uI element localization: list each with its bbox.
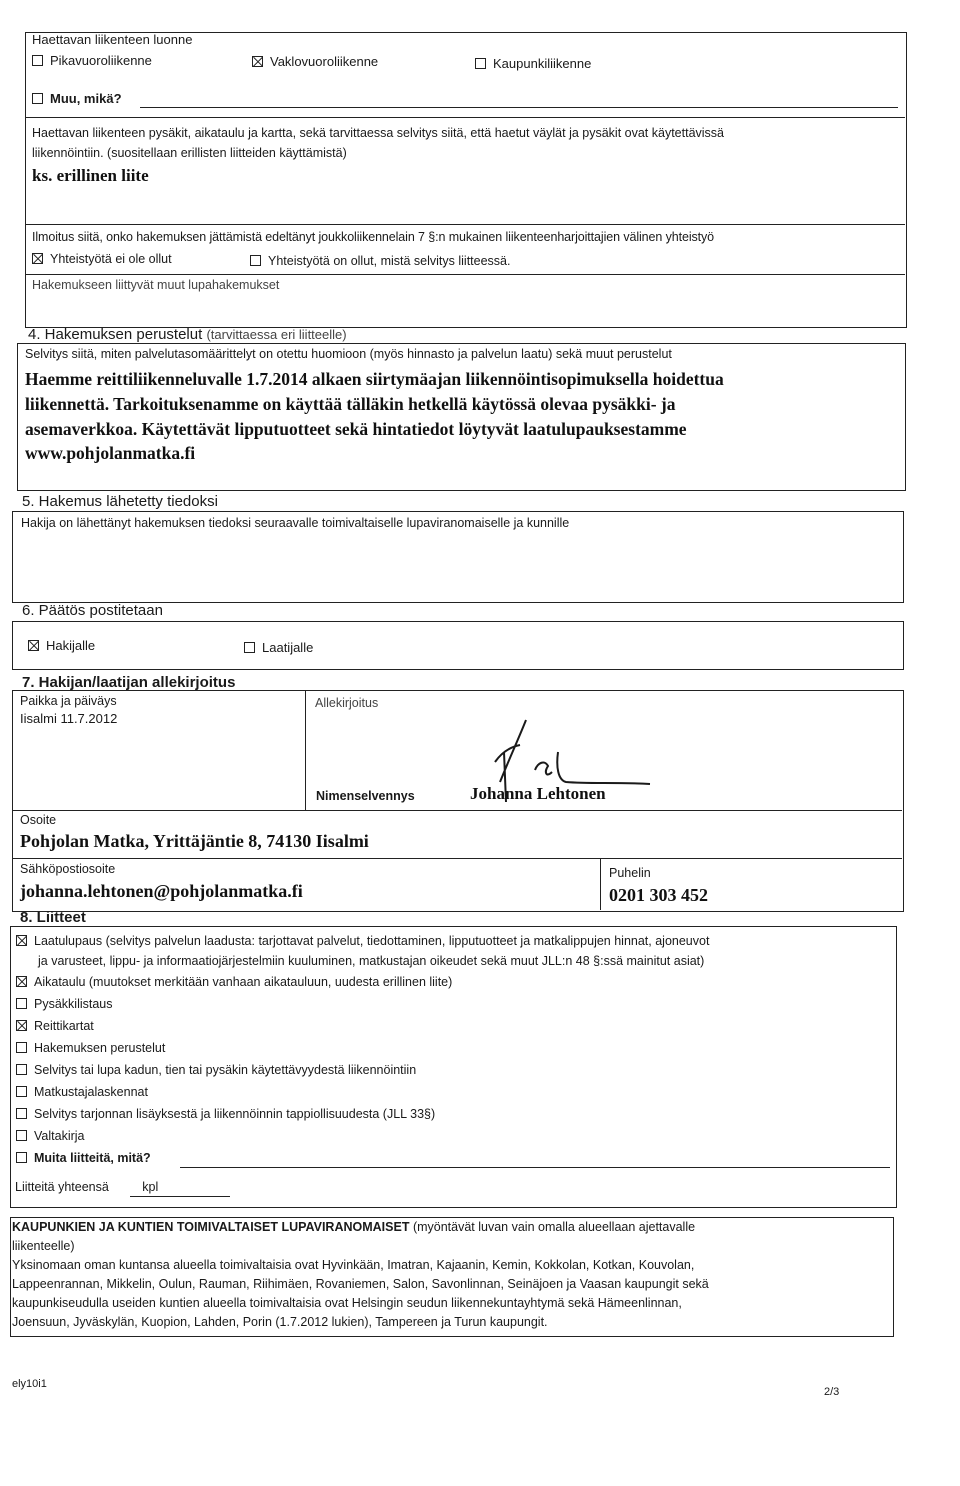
signature-label: Allekirjoitus bbox=[315, 696, 379, 710]
authorities-heading-note-2: liikenteelle) bbox=[12, 1239, 75, 1253]
checkbox-checked-icon[interactable] bbox=[16, 976, 27, 987]
place-date-label: Paikka ja päiväys bbox=[20, 694, 117, 708]
authorities-line-1: Yksinomaan oman kuntansa alueella toimivaltaisia ovat Hyvinkään, Imatran, Kajaanin, Kemin, Kokkolan, Kotkan, Kouvolan, bbox=[12, 1258, 695, 1272]
attachment-item[interactable] bbox=[16, 975, 452, 989]
page-number: 2/3 bbox=[824, 1386, 840, 1398]
section-4-heading: 4. Hakemuksen perustelut (tarvittaessa eri liitteelle) bbox=[28, 326, 347, 343]
form-code: ely10i1 bbox=[12, 1378, 47, 1390]
checkbox-checked-icon[interactable] bbox=[32, 253, 43, 264]
divider bbox=[305, 690, 306, 810]
attachment-label: Selvitys tarjonnan lisäyksestä ja liikennöinnin tappiollisuudesta (JLL 33§) bbox=[34, 1107, 436, 1121]
attachment-item[interactable] bbox=[16, 1063, 416, 1077]
name-clarification-label: Nimenselvennys bbox=[316, 789, 415, 803]
section-6-box bbox=[12, 621, 904, 670]
authorities-line-3: kaupunkiseudulla useiden kuntien alueella toimivaltaisia ovat Helsingin seudun liikennekuntayhtymä sekä Hämeenlinnan, bbox=[12, 1296, 682, 1310]
attachments-total: Liitteitä yhteensä kpl bbox=[15, 1180, 159, 1194]
checkbox-icon[interactable] bbox=[16, 998, 27, 1009]
divider bbox=[25, 274, 905, 275]
attachment-item[interactable] bbox=[16, 1085, 148, 1099]
stops-value: ks. erillinen liite bbox=[32, 166, 149, 185]
option-pikavuoro[interactable]: Pikavuoroliikenne bbox=[32, 53, 152, 68]
divider bbox=[12, 810, 902, 811]
attachment-item[interactable] bbox=[16, 997, 113, 1011]
mail-to-preparer-option[interactable]: Laatijalle bbox=[244, 640, 313, 655]
checkbox-icon[interactable] bbox=[475, 58, 486, 69]
checkbox-icon[interactable] bbox=[16, 1064, 27, 1075]
checkbox-icon[interactable] bbox=[16, 1130, 27, 1141]
divider bbox=[25, 117, 905, 118]
authorities-line-2: Lappeenrannan, Mikkelin, Oulun, Rauman, Riihimäen, Rovaniemen, Salon, Savonlinnan, Seinäjoen ja Vaasan kaupungit sekä bbox=[12, 1277, 709, 1291]
coop-text: Ilmoitus siitä, onko hakemuksen jättämistä edeltänyt joukkoliikennelain 7 §:n mukainen liikenteenharjoittajien välinen yhteistyö bbox=[32, 230, 715, 244]
checkbox-icon[interactable] bbox=[16, 1042, 27, 1053]
attachment-label: Selvitys tai lupa kadun, tien tai pysäkin käytettävyydestä liikennöintiin bbox=[34, 1063, 417, 1077]
checkbox-icon[interactable] bbox=[250, 255, 261, 266]
attachment-label: Matkustajalaskennat bbox=[34, 1085, 148, 1099]
attachment-label: Reittikartat bbox=[34, 1019, 94, 1033]
checkbox-icon[interactable] bbox=[16, 1108, 27, 1119]
divider bbox=[600, 858, 601, 910]
divider bbox=[12, 858, 902, 859]
mail-to-applicant-option[interactable]: Hakijalle bbox=[28, 638, 95, 653]
address-value: Pohjolan Matka, Yrittäjäntie 8, 74130 Iisalmi bbox=[20, 831, 369, 851]
attachment-item[interactable] bbox=[16, 1019, 94, 1033]
checkbox-checked-icon[interactable] bbox=[28, 640, 39, 651]
sub-applications-label: Hakemukseen liittyvät muut lupahakemukset bbox=[32, 278, 280, 292]
coop-no-option[interactable]: Yhteistyötä ei ole ollut bbox=[32, 252, 172, 266]
stops-text-2: liikennöintiin. (suositellaan erillisten liitteiden käyttämistä) bbox=[32, 146, 347, 160]
checkbox-icon[interactable] bbox=[244, 642, 255, 653]
attachments-total-line[interactable] bbox=[130, 1196, 230, 1197]
divider bbox=[25, 224, 905, 225]
phone-value: 0201 303 452 bbox=[609, 885, 708, 905]
section-4-desc: Selvitys siitä, miten palvelutasomäärittelyt on otettu huomioon (myös hinnasto ja palvelun laatu) sekä muut perustelut bbox=[25, 347, 672, 361]
attachment-label-continued: ja varusteet, lippu- ja informaatiojärjestelmiin kuuluminen, matkustajan oikeudet sekä muut JLL:n 48 §:ssä mainitut asiat) bbox=[38, 954, 705, 968]
attachment-item[interactable] bbox=[16, 1107, 435, 1121]
section-6-heading: 6. Päätös postitetaan bbox=[22, 602, 163, 619]
email-value: johanna.lehtonen@pohjolanmatka.fi bbox=[20, 881, 303, 901]
section-7-heading: 7. Hakijan/laatijan allekirjoitus bbox=[22, 674, 236, 691]
checkbox-checked-icon[interactable] bbox=[252, 56, 263, 67]
attachment-label: Valtakirja bbox=[34, 1129, 85, 1143]
authorities-heading: KAUPUNKIEN JA KUNTIEN TOIMIVALTAISET LUPAVIRANOMAISET (myöntävät luvan vain omalla alueellaan ajettavalle bbox=[12, 1220, 696, 1234]
attachment-item[interactable] bbox=[16, 1151, 151, 1165]
address-label: Osoite bbox=[20, 813, 57, 827]
section-8-heading: 8. Liitteet bbox=[20, 909, 86, 926]
section-5-heading: 5. Hakemus lähetetty tiedoksi bbox=[22, 493, 218, 510]
option-muu[interactable]: Muu, mikä? bbox=[32, 91, 122, 106]
attachment-label: Pysäkkilistaus bbox=[34, 997, 113, 1011]
email-label: Sähköpostiosoite bbox=[20, 862, 116, 876]
phone-label: Puhelin bbox=[609, 866, 651, 880]
option-vakiovuoro[interactable]: Vaklovuoroliikenne bbox=[252, 54, 378, 69]
section-4-box bbox=[17, 343, 906, 491]
attachment-item[interactable] bbox=[16, 1041, 165, 1055]
attachment-label: Aikataulu (muutokset merkitään vanhaan aikatauluun, uudesta erillinen liite) bbox=[34, 975, 453, 989]
place-date-value: Iisalmi 11.7.2012 bbox=[20, 711, 118, 726]
section-4-body-line-4: www.pohjolanmatka.fi bbox=[25, 443, 196, 463]
section-5-desc: Hakija on lähettänyt hakemuksen tiedoksi seuraavalle toimivaltaiselle lupaviranomaiselle ja kunnille bbox=[21, 516, 570, 530]
option-kaupunki[interactable]: Kaupunkiliikenne bbox=[475, 56, 591, 71]
other-attachments-line[interactable] bbox=[180, 1167, 890, 1168]
authorities-line-4: Joensuun, Jyväskylän, Kuopion, Lahden, Porin (1.7.2012 lukien), Tampereen ja Turun kaupungit. bbox=[12, 1315, 548, 1329]
coop-yes-option[interactable]: Yhteistyötä on ollut, mistä selvitys liitteessä. bbox=[250, 254, 510, 268]
checkbox-checked-icon[interactable] bbox=[16, 935, 27, 946]
section-4-body-line-2: liikennettä. Tarkoituksenamme on käyttää tälläkin hetkellä käytössä olevaa pysäkki- ja bbox=[25, 394, 676, 414]
stops-text-1: Haettavan liikenteen pysäkit, aikataulu ja kartta, sekä tarvittaessa selvitys siitä, että haetut väylät ja pysäkit ovat käytettävissä bbox=[32, 126, 725, 140]
muu-answer-line[interactable] bbox=[140, 107, 898, 108]
traffic-type-label: Haettavan liikenteen luonne bbox=[32, 32, 193, 47]
section-4-body-line-3: asemaverkkoa. Käytettävät lipputuotteet sekä hintatiedot löytyvät laatulupauksestamme bbox=[25, 419, 687, 439]
checkbox-icon[interactable] bbox=[16, 1086, 27, 1097]
checkbox-icon[interactable] bbox=[16, 1152, 27, 1163]
attachment-item[interactable] bbox=[16, 934, 709, 948]
attachment-label: Muita liitteitä, mitä? bbox=[34, 1151, 151, 1165]
section-4-body-line-1: Haemme reittiliikenneluvalle 1.7.2014 alkaen siirtymäajan liikennöintisopimuksella hoidettua bbox=[25, 369, 724, 389]
attachment-label: Hakemuksen perustelut bbox=[34, 1041, 166, 1055]
name-clarification-value: Johanna Lehtonen bbox=[470, 784, 606, 803]
checkbox-icon[interactable] bbox=[32, 93, 43, 104]
checkbox-icon[interactable] bbox=[32, 55, 43, 66]
attachment-label: Laatulupaus (selvitys palvelun laadusta: tarjottavat palvelut, tiedottaminen, lipputuotteet ja matkalippujen hinnat, ajoneuvot bbox=[34, 934, 710, 948]
attachment-item[interactable] bbox=[16, 1129, 84, 1143]
checkbox-checked-icon[interactable] bbox=[16, 1020, 27, 1031]
